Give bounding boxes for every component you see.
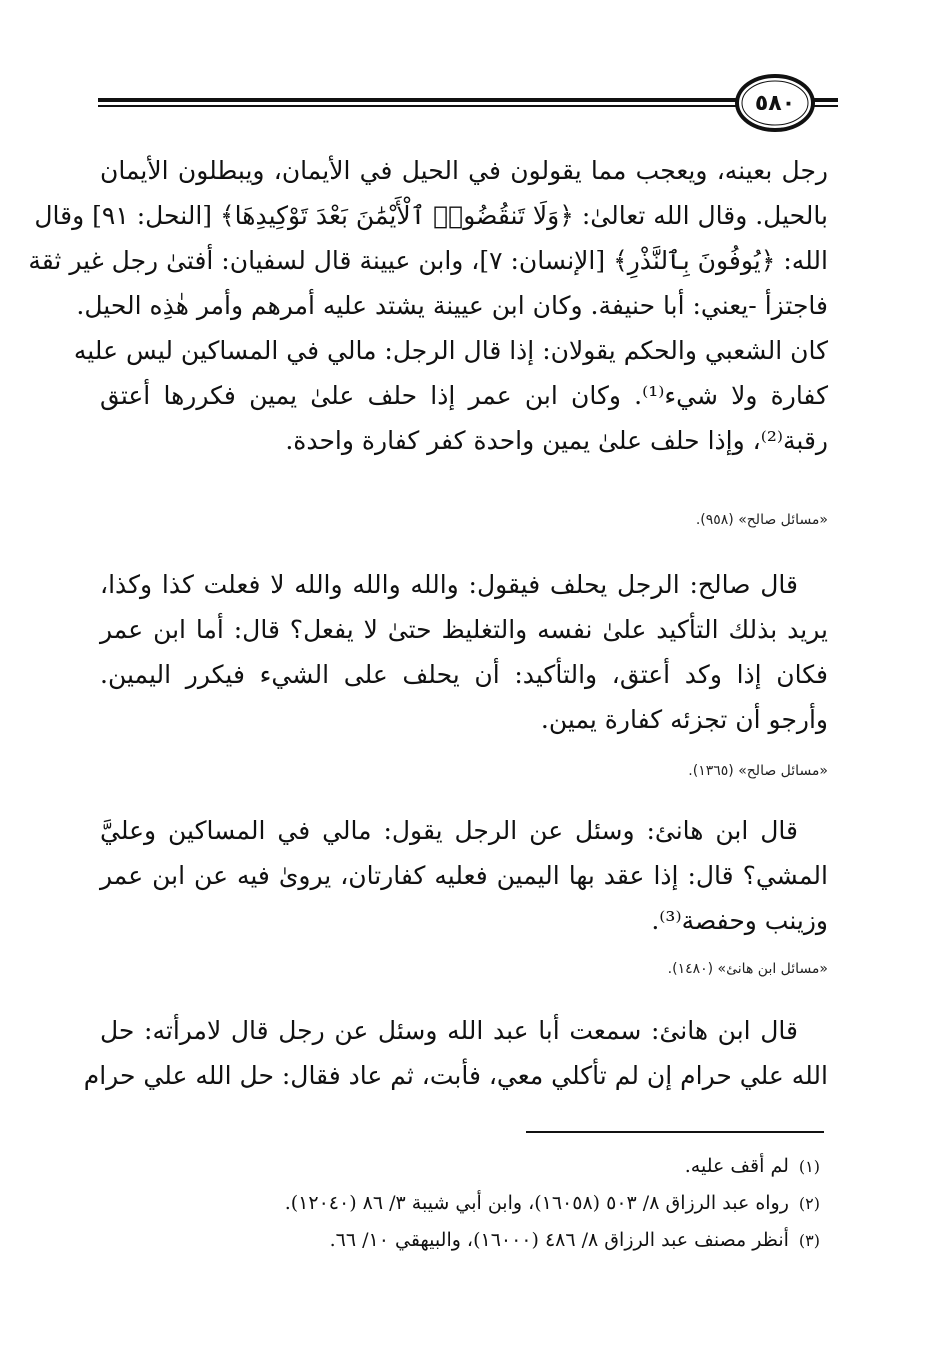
text-line: قال ابن هانئ: وسئل عن الرجل يقول: مالي في المساكين وعليَّ [100, 816, 798, 845]
text-line: وأرجو أن تجزئه كفارة يمين. [540, 705, 828, 734]
text-line: كفارة ولا شيء⁽¹⁾. وكان ابن عمر إذا حلف علىٰ يمين فكررها أعتق [100, 381, 828, 410]
paragraph-4 [83, 1008, 828, 1098]
paragraph-3 [100, 808, 828, 943]
source-citation: «مسائل صالح» (٩٥٨). [695, 512, 828, 528]
footnote-number: (٢) [798, 1194, 820, 1213]
text-line: رقبة⁽²⁾، وإذا حلف علىٰ يمين واحدة كفر كفارة واحدة. [285, 426, 828, 455]
footnote-number: (١) [798, 1157, 820, 1176]
text-line: يريد بذلك التأكيد علىٰ نفسه والتغليظ حتىٰ لا يفعل؟ قال: أما ابن عمر [100, 615, 828, 644]
text-line: الله علي حرام إن لم تأكلي معي، فأبت، ثم عاد فقال: حل الله علي حرام [83, 1061, 828, 1090]
text-line: قال ابن هانئ: سمعت أبا عبد الله وسئل عن رجل قال لامرأته: حل [100, 1016, 798, 1045]
source-citation: «مسائل ابن هانئ» (١٤٨٠). [667, 961, 828, 977]
text-line: بالحيل. وقال الله تعالىٰ: ﴿وَلَا تَنقُضُوا۟ ٱلْأَيْمَٰنَ بَعْدَ تَوْكِيدِهَا﴾ [النحل: ٩١] وقال [34, 201, 828, 230]
footnote-item [100, 1148, 828, 1185]
text-line: قال صالح: الرجل يحلف فيقول: والله والله والله لا فعلت كذا وكذا، [100, 570, 798, 599]
text-line: رجل بعينه، ويعجب مما يقولون في الحيل في الأيمان، ويبطلون الأيمان [100, 156, 828, 185]
footnote-number: (٣) [798, 1231, 820, 1250]
footnote-text: أنظر مصنف عبد الرزاق ٨/ ٤٨٦ (١٦٠٠٠)، والبيهقي ١٠/ ٦٦. [329, 1229, 789, 1251]
footnote-text: لم أقف عليه. [684, 1155, 789, 1177]
text-line: كان الشعبي والحكم يقولان: إذا قال الرجل: مالي في المساكين ليس عليه [73, 336, 828, 365]
footnote-item [100, 1185, 828, 1222]
source-citation: «مسائل صالح» (١٣٦٥). [688, 763, 828, 779]
text-line: فكان إذا وكد أعتق، والتأكيد: أن يحلف على الشيء فيكرر اليمين. [100, 660, 828, 689]
footnote-item [100, 1222, 828, 1259]
footnote-text: رواه عبد الرزاق ٨/ ٥٠٣ (١٦٠٥٨)، وابن أبي شيبة ٣/ ٨٦ (١٢٠٤٠). [284, 1192, 789, 1214]
paragraph-1 [28, 148, 828, 463]
page-number: ٥٨٠ [754, 90, 796, 116]
text-line: وزينب وحفصة⁽³⁾. [651, 906, 828, 935]
text-line: المشي؟ قال: إذا عقد بها اليمين فعليه كفارتان، يروىٰ فيه عن ابن عمر [100, 861, 828, 890]
text-line: فاجتزأ -يعني: أبا حنيفة. وكان ابن عيينة يشتد عليه أمرهم وأمر هٰذِه الحيل. [76, 291, 828, 320]
page-number-ornament [732, 72, 818, 134]
text-line: الله: ﴿يُوفُونَ بِٱلنَّذْرِ﴾ [الإنسان: ٧]، وابن عيينة قال لسفيان: أفتىٰ رجل غير ثقة [28, 246, 828, 275]
footnotes [100, 1148, 828, 1259]
paragraph-2 [100, 562, 828, 742]
footnote-separator [526, 1131, 824, 1133]
header-double-rule [98, 96, 750, 110]
